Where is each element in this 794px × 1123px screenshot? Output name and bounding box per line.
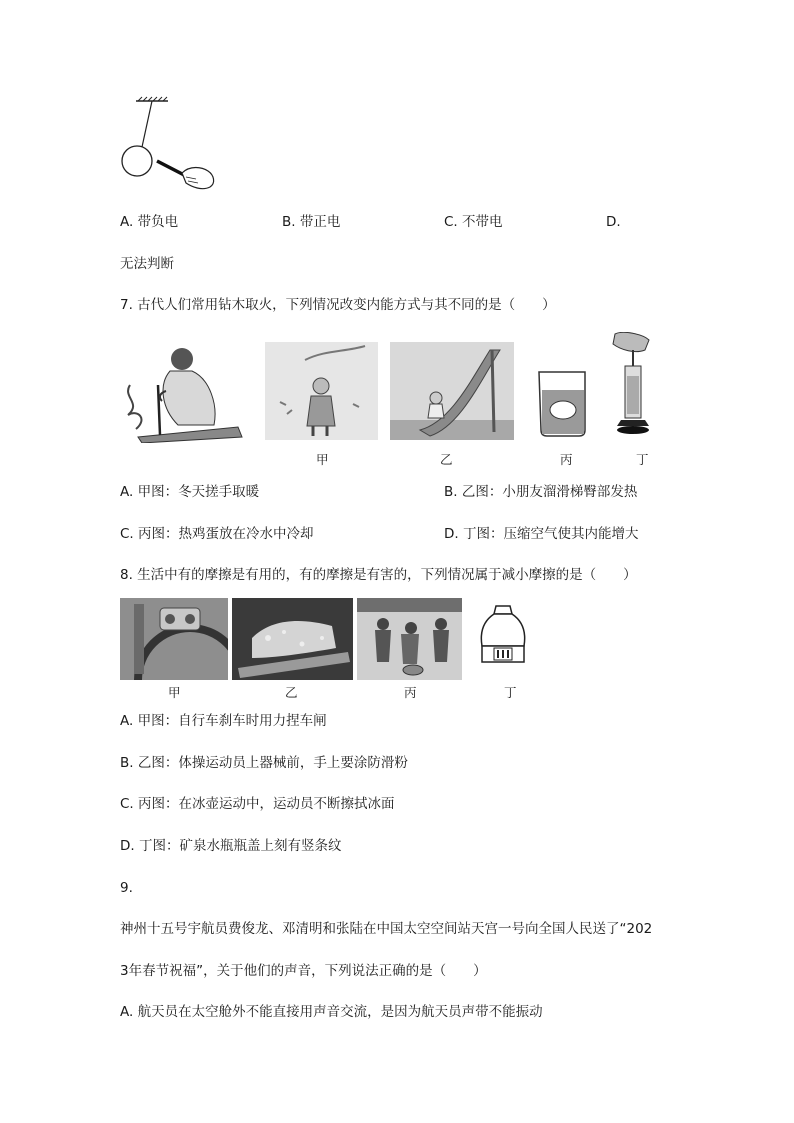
q7-option-c: C. 丙图：热鸡蛋放在冷水中冷却 — [120, 526, 314, 542]
gymnast-chalk-photo — [232, 598, 353, 680]
q9-option-a: A. 航天员在太空舱外不能直接用声音交流，是因为航天员声带不能振动 — [120, 1004, 543, 1020]
slide-photo — [390, 342, 514, 440]
q7-stem: 7. 古代人们常用钻木取火，下列情况改变内能方式与其不同的是（ ） — [120, 297, 556, 313]
q7-caption-jia: 甲 — [316, 452, 329, 467]
q8-option-d: D. 丁图：矿泉水瓶瓶盖上刻有竖条纹 — [120, 838, 342, 854]
q6-option-a: A. 带负电 — [120, 214, 179, 230]
q8-caption-ding: 丁 — [504, 685, 517, 700]
q8-option-b: B. 乙图：体操运动员上器械前，手上要涂防滑粉 — [120, 755, 408, 771]
q8-option-a: A. 甲图：自行车刹车时用力捏车闸 — [120, 713, 327, 729]
q6-option-c: C. 不带电 — [444, 214, 503, 230]
q7-caption-bing: 丙 — [560, 452, 573, 467]
q7-caption-yi: 乙 — [440, 452, 453, 467]
curling-photo — [357, 598, 462, 680]
q9-stem-line2: 3年春节祝福”，关于他们的声音，下列说法正确的是（ ） — [120, 963, 487, 979]
q7-option-d: D. 丁图：压缩空气使其内能增大 — [444, 526, 639, 542]
q9-stem-line1: 神州十五号宇航员费俊龙、邓清明和张陆在中国太空空间站天宫一号向全国人民送了“202 — [120, 921, 653, 937]
q6-option-d-text: 无法判断 — [120, 256, 174, 272]
q8-caption-jia: 甲 — [168, 685, 181, 700]
q7-caption-ding: 丁 — [636, 452, 649, 467]
q8-caption-yi: 乙 — [285, 685, 298, 700]
q9-number: 9. — [120, 880, 133, 896]
air-compression-figure — [605, 332, 655, 440]
q7-option-b: B. 乙图：小朋友溜滑梯臀部发热 — [444, 484, 638, 500]
beaker-egg-figure — [535, 368, 591, 438]
q8-caption-bing: 丙 — [404, 685, 417, 700]
q6-option-d: D. — [606, 214, 621, 230]
drill-fire-figure — [118, 345, 246, 443]
q7-option-a: A. 甲图：冬天搓手取暖 — [120, 484, 260, 500]
q6-option-b: B. 带正电 — [282, 214, 341, 230]
bottle-cap-figure — [478, 604, 528, 664]
q8-stem: 8. 生活中有的摩擦是有用的，有的摩擦是有害的，下列情况属于减小摩擦的是（ ） — [120, 567, 637, 583]
pendulum-ball-figure — [110, 95, 225, 195]
rub-hands-photo — [265, 342, 378, 440]
bicycle-brake-photo — [120, 598, 228, 680]
q8-option-c: C. 丙图：在冰壶运动中，运动员不断擦拭冰面 — [120, 796, 395, 812]
